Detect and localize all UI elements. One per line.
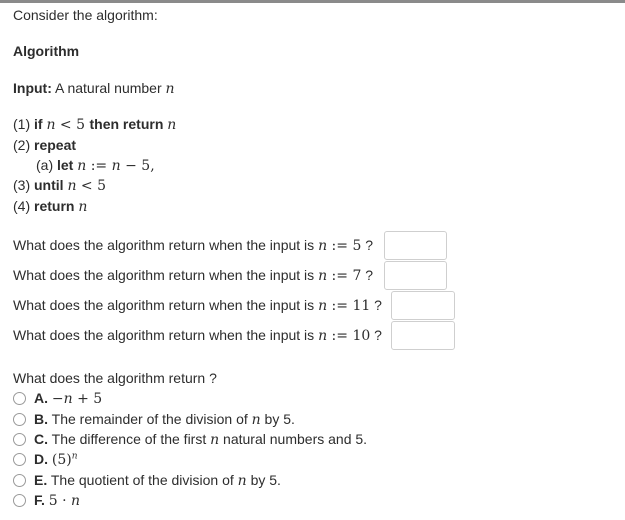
question-4: What does the algorithm return when the input is n := 10 ? bbox=[13, 327, 382, 344]
answer-input-3[interactable] bbox=[391, 291, 455, 320]
answer-input-4[interactable] bbox=[391, 321, 455, 350]
step-2: (2) repeat bbox=[13, 137, 77, 153]
radio-circle-icon[interactable] bbox=[13, 413, 26, 426]
answer-input-2[interactable] bbox=[384, 261, 447, 290]
option-c[interactable]: C. The difference of the first n natural numbers and 5. bbox=[13, 431, 367, 448]
radio-circle-icon[interactable] bbox=[13, 433, 26, 446]
top-border bbox=[0, 0, 625, 3]
question-2: What does the algorithm return when the input is n := 7 ? bbox=[13, 267, 374, 284]
answer-input-1[interactable] bbox=[384, 231, 447, 260]
question-3: What does the algorithm return when the input is n := 11 ? bbox=[13, 297, 382, 314]
radio-circle-icon[interactable] bbox=[13, 392, 26, 405]
option-a[interactable]: A. −n + 5 bbox=[13, 390, 102, 407]
intro-text: Consider the algorithm: bbox=[13, 7, 158, 23]
input-text: A natural number bbox=[55, 80, 166, 96]
radio-circle-icon[interactable] bbox=[13, 474, 26, 487]
step-4: (4) return n bbox=[13, 198, 88, 215]
input-label: Input: bbox=[13, 80, 52, 96]
step-1: (1) if n < 5 then return n bbox=[13, 116, 177, 133]
radio-circle-icon[interactable] bbox=[13, 453, 26, 466]
option-d[interactable]: D. $(5)^n$ bbox=[13, 451, 78, 468]
input-line bbox=[13, 80, 175, 97]
option-f[interactable]: F. 5 · n bbox=[13, 492, 80, 509]
option-e[interactable]: E. The quotient of the division of n by 5. bbox=[13, 472, 281, 489]
option-b[interactable]: B. The remainder of the division of n by 5. bbox=[13, 411, 295, 428]
mc-question: What does the algorithm return ? bbox=[13, 370, 217, 386]
input-var: n bbox=[165, 81, 175, 97]
step-3: (3) until n < 5 bbox=[13, 177, 107, 194]
question-1: What does the algorithm return when the input is n := 5 ? bbox=[13, 237, 374, 254]
step-2a: (a) let n := n − 5, bbox=[36, 157, 155, 174]
radio-circle-icon[interactable] bbox=[13, 494, 26, 507]
algorithm-heading: Algorithm bbox=[13, 43, 80, 59]
